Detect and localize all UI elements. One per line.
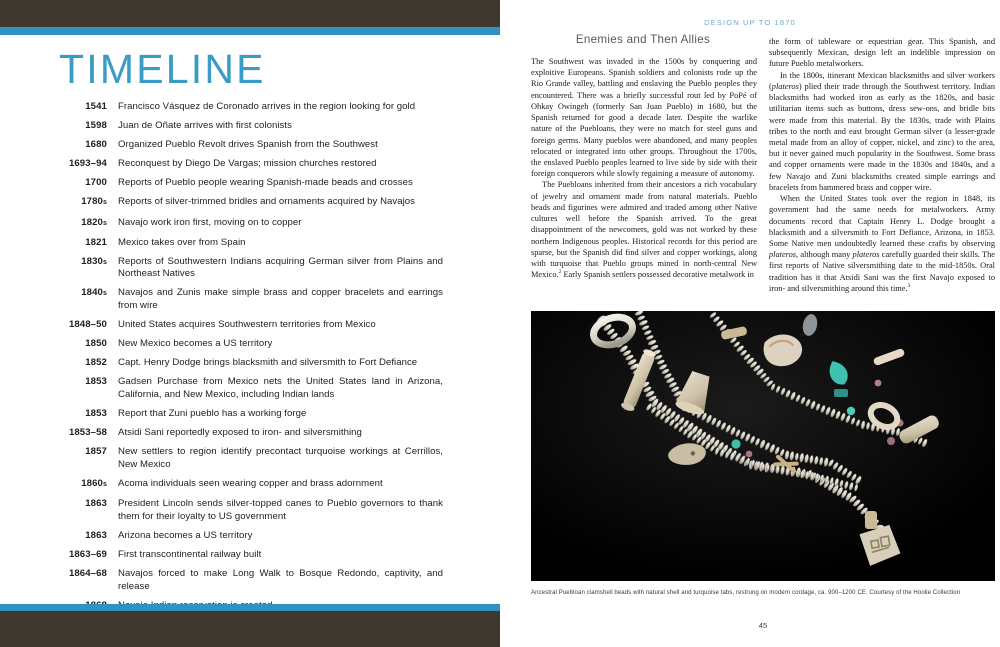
paragraph-4-part-a: When the United States took over the region in 1848, its government had the same needs for metalworkers. Army documents record that Captain Henry L. Dodge brought a blacksmith and a silversmith to Fort Defiance, Arizona, in 1853. Some Native men undoubtedly learned these crafts by observing xyxy=(769,194,995,248)
timeline-year: 1863–69 xyxy=(68,548,107,560)
paragraph-3-part-b: ) plied their trade through the Southwest territory. Indian blacksmiths had worked iron as early as the 1820s, and basic utilitarian items such as buttons, dress sew-ons, and bridle bits were made from this material. By the 1830s, trade with Plains tribes to the north and east brought German silver (a lesser-grade metal made from an alloy of copper, nickel, and zinc) to the area, but it never gained much popularity in the Southwest. Some brass and copper ornaments were made in the 1830s and 1840s, and a few Navajo and Zuni blacksmiths created simple earrings and bracelets from hammered brass and copper wire. xyxy=(769,81,995,192)
timeline-entry-text: Arizona becomes a US territory xyxy=(118,529,253,541)
body-column-right xyxy=(769,36,995,294)
timeline-row xyxy=(0,530,500,543)
timeline-row xyxy=(0,498,500,523)
timeline-year: 1853–58 xyxy=(68,427,107,439)
paragraph-2-tail: Early Spanish settlers possessed decorative metalwork in xyxy=(561,270,754,280)
artifact-photograph xyxy=(531,311,995,581)
timeline-year: 1863 xyxy=(85,529,107,541)
timeline-year: 1780s xyxy=(81,196,107,208)
timeline-row xyxy=(0,319,500,332)
timeline-entry-text: United States acquires Southwestern territories from Mexico xyxy=(118,319,376,331)
timeline-row xyxy=(0,196,500,210)
page-number: 45 xyxy=(758,621,768,630)
timeline-row xyxy=(0,478,500,492)
timeline-row xyxy=(0,217,500,231)
running-head: DESIGN UP TO 1870 xyxy=(704,18,796,27)
paragraph-2-text: The Puebloans inherited from their ancestors a rich vocabulary of jewelry and ornament made from natural materials. Pueblo beads and figurines were admired and traded among other Native cultures well before the Spanish arrived. To the great disappointment of the newcomers, gold was not worked by these northern Indigenous peoples. Historical records for this period are sparse, but the Spanish did find silver and copper workings, along with turquoise that Pueblo groups mined in north-central New Mexico. xyxy=(531,180,757,280)
paragraph-3-part-a: In the 1800s, itinerant Mexican blacksmiths and silver workers ( xyxy=(769,70,995,91)
timeline-entry-text: Reports of silver-trimmed bridles and ornaments acquired by Navajos xyxy=(118,196,416,208)
timeline-year: 1693–94 xyxy=(68,158,107,170)
timeline-row xyxy=(0,237,500,250)
timeline-entry-text: Acoma individuals seen wearing copper and brass adornment xyxy=(118,477,383,489)
body-column-left xyxy=(531,56,757,280)
paragraph-4-part-b: , although many xyxy=(796,250,853,260)
paragraph-1: The Southwest was invaded in the 1500s by conquering and exploitive Europeans. Spanish soldiers and colonists rode up the Rio Grande valley, battling and enslaving the Pueblo peoples they encountered. There was a briefly successful rout led by PoPé of Ohkay Owingeh (formerly San Juan Pueblo) in 1680, but the Spanish returned for good a decade later. Despite the warlike nature of the Puebloans, they were no match for steel guns and foreign germs. Many pueblos were abandoned, and many peoples relocated or integrated into other groups. Throughout the 1700s, the enslaved Pueblo peoples learned to live side by side with their foreign conquerors while slowly regaining a measure of autonomy. xyxy=(531,57,757,179)
timeline-entry-text: Juan de Oñate arrives with first colonists xyxy=(118,120,292,132)
paragraph-2-start xyxy=(531,179,757,280)
italic-plateros-3: plateros xyxy=(852,250,880,260)
timeline-year: 1852 xyxy=(85,357,107,369)
timeline-row xyxy=(0,408,500,421)
timeline-year: 1853 xyxy=(85,408,107,420)
paragraph-2-continued: the form of tableware or equestrian gear. This Spanish, and subsequently Mexican, design left an indelible impression on future Pueblo metalworkers. xyxy=(769,37,995,69)
timeline-entry-text: Navajos forced to make Long Walk to Bosque Redondo, captivity, and release xyxy=(118,567,443,592)
footnote-marker-3: 3 xyxy=(907,283,911,290)
timeline-entry-text: First transcontinental railway built xyxy=(118,548,262,560)
timeline-list xyxy=(0,101,500,647)
paragraph-4 xyxy=(769,193,995,294)
timeline-row xyxy=(0,101,500,114)
timeline-year: 1680 xyxy=(85,139,107,151)
right-page xyxy=(500,0,1000,647)
timeline-year: 1700 xyxy=(85,177,107,189)
timeline-year: 1850 xyxy=(85,338,107,350)
timeline-row xyxy=(0,338,500,351)
timeline-year: 1853 xyxy=(85,376,107,388)
paragraph-4-part-c: carefully guarded their skills. The first reports of Native silversmithing date to the mid-1850s. Oral tradition has it that Atsidi Sani was the first Navajo exposed to iron- and silversmithing around this time. xyxy=(769,250,995,293)
timeline-entry-text: Reports of Southwestern Indians acquiring German silver from Plains and Northeast Natives xyxy=(118,255,443,280)
footnote-marker-2: 2 xyxy=(558,269,562,276)
section-heading: Enemies and Then Allies xyxy=(575,33,711,46)
timeline-row xyxy=(0,427,500,440)
timeline-entry-text: President Lincoln sends silver-topped canes to Pueblo governors to thank them for their loyalty to US government xyxy=(118,498,443,522)
timeline-entry-text: Mexico takes over from Spain xyxy=(118,236,246,248)
timeline-row xyxy=(0,158,500,171)
timeline-row xyxy=(0,446,500,471)
timeline-entry-text: Navajos and Zunis make simple brass and copper bracelets and earrings from wire xyxy=(118,287,443,312)
timeline-row xyxy=(0,376,500,401)
timeline-year: 1864–68 xyxy=(68,567,107,579)
necklace-illustration xyxy=(531,311,995,581)
timeline-year: 1848–50 xyxy=(68,319,107,331)
timeline-entry-text: Navajo work iron first, moving on to copper xyxy=(118,216,302,228)
top-brown-band xyxy=(0,0,500,27)
italic-plateros-2: plateros xyxy=(769,250,797,260)
timeline-row xyxy=(0,256,500,281)
timeline-row xyxy=(0,549,500,562)
timeline-row xyxy=(0,177,500,190)
timeline-entry-text: New Mexico becomes a US territory xyxy=(118,338,273,350)
timeline-year: 1541 xyxy=(85,101,107,112)
timeline-year: 1820s xyxy=(81,216,107,228)
timeline-entry-text: Gadsen Purchase from Mexico nets the United States land in Arizona, California, and New Mexico, including Indian lands xyxy=(118,376,443,400)
timeline-entry-text: Francisco Vásquez de Coronado arrives in the region looking for gold xyxy=(118,101,416,112)
timeline-entry-text: New settlers to region identify precontact turquoise workings at Cerrillos, New Mexico xyxy=(118,446,443,470)
timeline-row xyxy=(0,287,500,312)
timeline-year: 1598 xyxy=(85,120,107,132)
timeline-entry-text: Report that Zuni pueblo has a working forge xyxy=(118,408,307,420)
timeline-year: 1860s xyxy=(81,477,107,489)
photo-caption: Ancestral Puebloan clamshell beads with natural shell and turquoise tabs, restrung on modern cordage, ca. 900–1200 CE. Courtesy of the Hoolie Collection xyxy=(531,589,961,596)
timeline-year: 1830s xyxy=(81,255,107,267)
bottom-brown-band xyxy=(0,611,500,647)
timeline-year: 1857 xyxy=(85,446,107,458)
top-teal-stripe xyxy=(0,27,500,35)
timeline-year: 1821 xyxy=(85,236,107,248)
page-title: TIMELINE xyxy=(59,46,266,92)
paragraph-3 xyxy=(769,70,995,193)
timeline-year: 1840s xyxy=(81,287,107,299)
timeline-entry-text: Capt. Henry Dodge brings blacksmith and silversmith to Fort Defiance xyxy=(118,357,418,369)
italic-plateros-1: plateros xyxy=(771,81,799,91)
bottom-teal-stripe xyxy=(0,604,500,611)
timeline-row xyxy=(0,139,500,152)
timeline-year: 1863 xyxy=(85,498,107,510)
timeline-entry-text: Reconquest by Diego De Vargas; mission churches restored xyxy=(118,158,377,170)
timeline-row xyxy=(0,568,500,593)
timeline-row xyxy=(0,357,500,370)
timeline-entry-text: Organized Pueblo Revolt drives Spanish from the Southwest xyxy=(118,139,378,151)
timeline-entry-text: Atsidi Sani reportedly exposed to iron- and silversmithing xyxy=(118,427,362,439)
timeline-entry-text: Reports of Pueblo people wearing Spanish-made beads and crosses xyxy=(118,177,413,189)
timeline-row xyxy=(0,120,500,133)
